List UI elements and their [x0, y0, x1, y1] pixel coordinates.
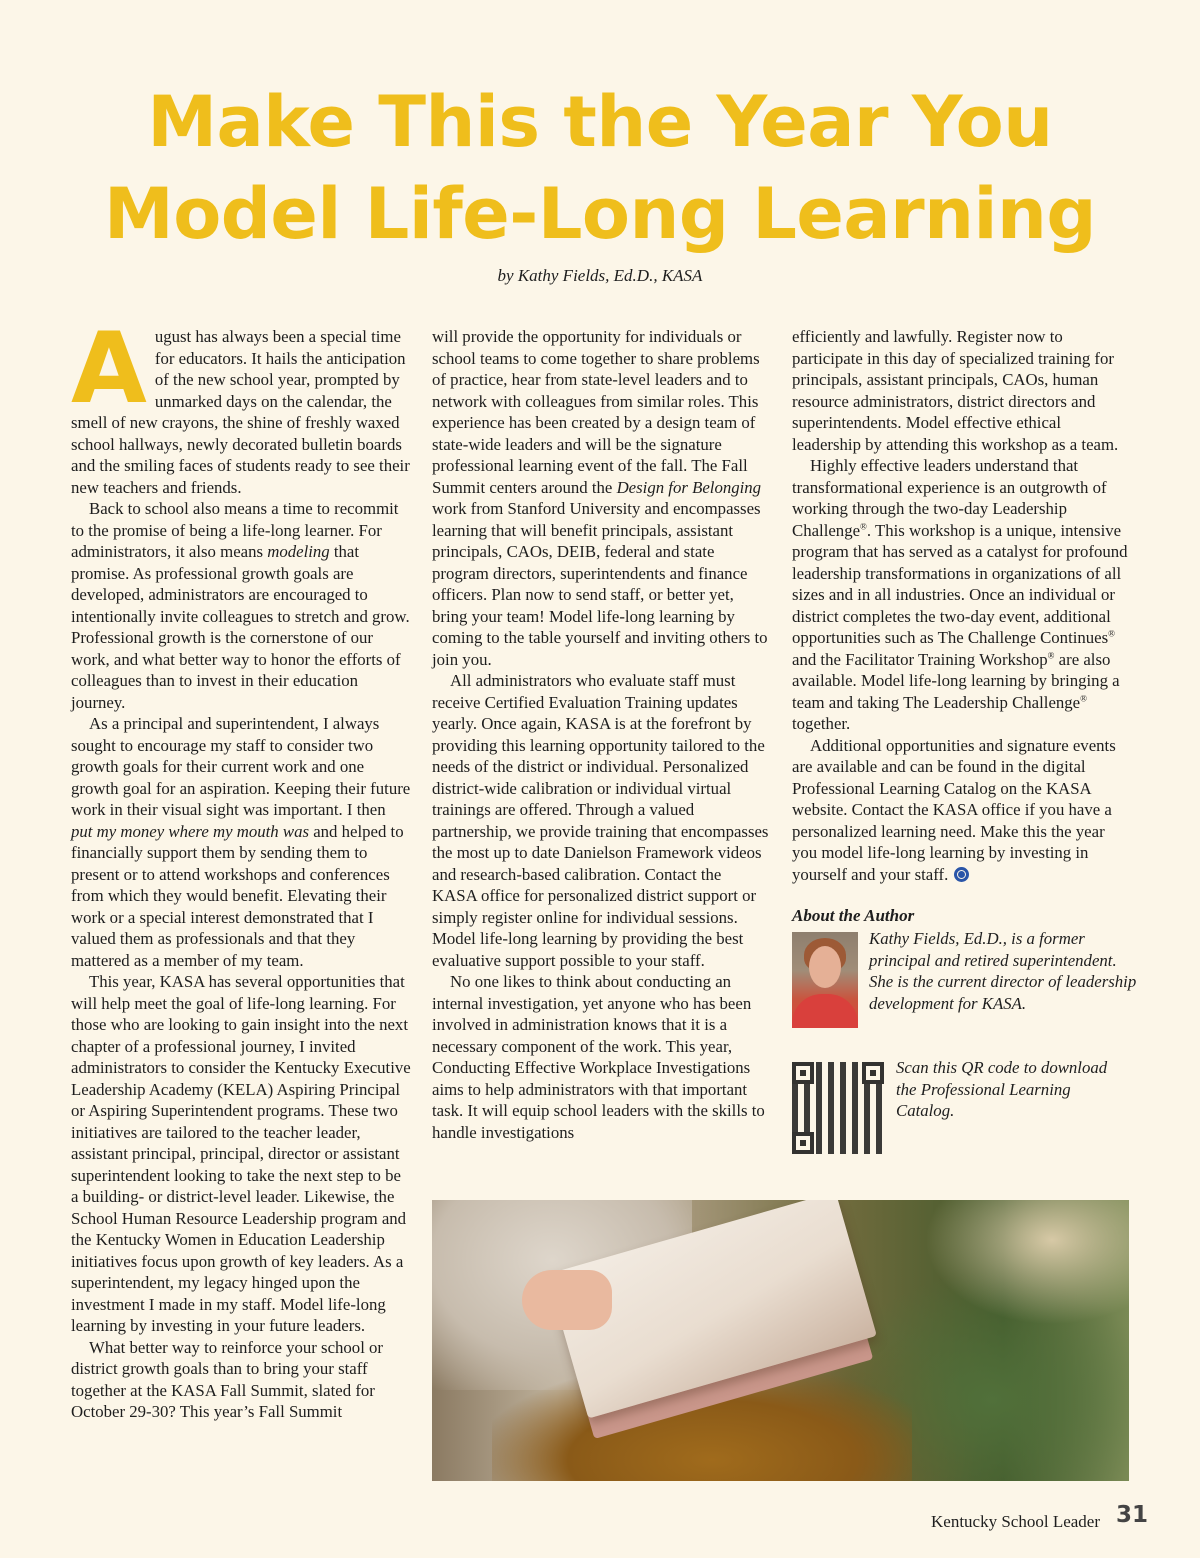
paragraph: efficiently and lawfully. Register now to participate in this day of specialized training for principals, assistant principals, CAOs, human resource administrators, district directors and superintendents. Model effective ethical leadership by attending this workshop as a team. — [792, 327, 1119, 454]
registered-mark: ® — [1080, 692, 1087, 703]
qr-finder — [862, 1062, 884, 1084]
paragraph-text: As a principal and superintendent, I always sought to encourage my staff to consider two growth goals for their current work and one growth goal for an aspiration. Keeping their future work in their visual sight was important. I then — [71, 714, 411, 819]
paragraph-text: that promise. As professional growth goals are developed, administrators are encouraged to intentionally invite colleagues to stretch and grow. Professional growth is the cornerstone of our work, and what better way to honor the efforts of colleagues than to invest in their education journey. — [71, 542, 410, 712]
about-author-heading: About the Author — [792, 906, 915, 925]
article-title — [0, 76, 1200, 260]
paragraph — [432, 326, 770, 670]
author-bio: Kathy Fields, Ed.D., is a former principal and retired superintendent. She is the current director of leadership development for KASA. — [869, 929, 1137, 1013]
emphasis-text: Design for Belonging — [616, 477, 762, 497]
title-line-1: Make This the Year You — [147, 81, 1053, 163]
paragraph: No one likes to think about conducting an internal investigation, yet anyone who has been involved in administration knows that it is a necessary component of the work. This year, Conducting Effective Workplace Investigations aims to help administrators with that important task. It will equip school leaders with the skills to handle investigations — [432, 972, 765, 1142]
paragraph — [792, 455, 1132, 735]
paragraph: What better way to reinforce your school or district growth goals than to bring your staff together at the KASA Fall Summit, slated for October 29-30? This year’s Fall Summit — [71, 1337, 384, 1421]
author-photo — [792, 932, 858, 1028]
paragraph-text: Highly effective leaders understand that transformational experience is an outgrowth of working through the two-day Leadership Challenge — [792, 456, 1107, 540]
column-3 — [792, 326, 1132, 885]
qr-finder — [792, 1132, 814, 1154]
qr-caption: Scan this QR code to download the Professional Learning Catalog. — [896, 1058, 1108, 1120]
photo-hand — [522, 1270, 612, 1330]
registered-mark: ® — [1108, 628, 1115, 639]
page-number: 31 — [1116, 1502, 1149, 1528]
paragraph-text: and the Facilitator Training Workshop — [792, 649, 1048, 669]
paragraph-text: and helped to financially support them by sending them to present or to attend workshops and conferences from which they would benefit. Elevating their work or a special interest demonstrated that I valued them as professionals and that they mattered as a member of my team. — [71, 821, 404, 970]
paragraph-text: . This workshop is a unique, intensive program that has served as a catalyst for profound leadership transformations in organizations of all sizes and in all industries. Once an individual or district completes the two-day event, additional opportunities such as The Challenge Continues — [792, 520, 1128, 647]
emphasis-text: modeling — [267, 542, 330, 561]
paragraph: This year, KASA has several opportunities that will help meet the goal of life-long learning. For those who are looking to gain insight into the next chapter of a professional journey, I invited administrators to consider the Kentucky Executive Leadership Academy (KELA) Aspiring Principal or Aspiring Superintendent programs. These two initiatives are tailored to the teacher leader, assistant principal, principal, director or assistant superintendent looking to take the next step to be a building- or district-level leader. Likewise, the School Human Resource Leadership program and the Kentucky Women in Education Leadership initiatives focus upon growth of key leaders. As a superintendent, my legacy hinged upon the investment I made in my staff. Model life-long learning by investing in your future leaders. — [71, 972, 411, 1335]
paragraph-text: together. — [792, 714, 851, 733]
paragraph-text: will provide the opportunity for individuals or school teams to come together to share problems of practice, hear from state-level leaders and to network with colleagues from similar roles. This experience has been created by a design team of state-wide leaders and will be the signature professional learning event of the fall. The Fall Summit centers around the — [432, 327, 760, 497]
paragraph-text: ugust has always been a special time for educators. It hails the anticipation of the new school year, prompted by unmarked days on the calendar, the smell of new crayons, the shine of freshly waxed school hallways, newly decorated bulletin boards and the smiling faces of students ready to see their new teachers and friends. — [71, 327, 410, 497]
paragraph: All administrators who evaluate staff must receive Certified Evaluation Training updates yearly. Once again, KASA is at the forefront by providing this learning opportunity tailored to the needs of the district or individual. Personalized district-wide calibration or individual virtual trainings are offered. Through a valued partnership, we provide training that encompasses the most up to date Danielson Framework videos and research-based calibration. Contact the KASA office for personalized district support or simply register online for individual sessions. Model life-long learning by providing the best evaluative support possible to your staff. — [432, 671, 769, 970]
reading-book-photo — [432, 1200, 1129, 1481]
kasa-end-icon — [954, 867, 969, 882]
byline: by Kathy Fields, Ed.D., KASA — [497, 266, 703, 285]
registered-mark: ® — [1047, 649, 1055, 660]
paragraph — [71, 498, 411, 713]
paragraph — [71, 713, 411, 971]
author-photo-face — [809, 946, 841, 988]
paragraph-text: Back to school also means a time to recommit to the promise of being a life-long learner. For administrators, it also means — [71, 499, 399, 561]
qr-finder — [792, 1062, 814, 1084]
drop-cap: A — [71, 312, 147, 426]
paragraph-text: work from Stanford University and encompasses learning that will benefit principals, assistant principals, CAOs, DEIB, federal and state program directors, superintendents and finance officers. Plan now to send staff, or better yet, bring your team! Model life-long learning by coming to the table yourself and inviting others to join you. — [432, 499, 768, 669]
paragraph — [71, 312, 411, 498]
title-line-2: Model Life-Long Learning — [104, 173, 1096, 255]
emphasis-text: put my money where my mouth was — [71, 821, 310, 841]
publication-name: Kentucky School Leader — [931, 1512, 1100, 1531]
paragraph — [792, 735, 1132, 886]
column-1 — [71, 312, 411, 1423]
paragraph-text: are also available. Model life-long learning by bringing a team and taking The Leadership Challenge — [792, 649, 1120, 712]
registered-mark: ® — [860, 520, 867, 531]
paragraph-text: Additional opportunities and signature events are available and can be found in the digital Professional Learning Catalog on the KASA website. Contact the KASA office if you have a personalized learning need. Make this the year you model life-long learning by investing in yourself and your staff. — [792, 735, 1116, 884]
column-2 — [432, 326, 770, 1143]
qr-code[interactable] — [792, 1062, 884, 1154]
author-photo-shirt — [792, 994, 858, 1028]
